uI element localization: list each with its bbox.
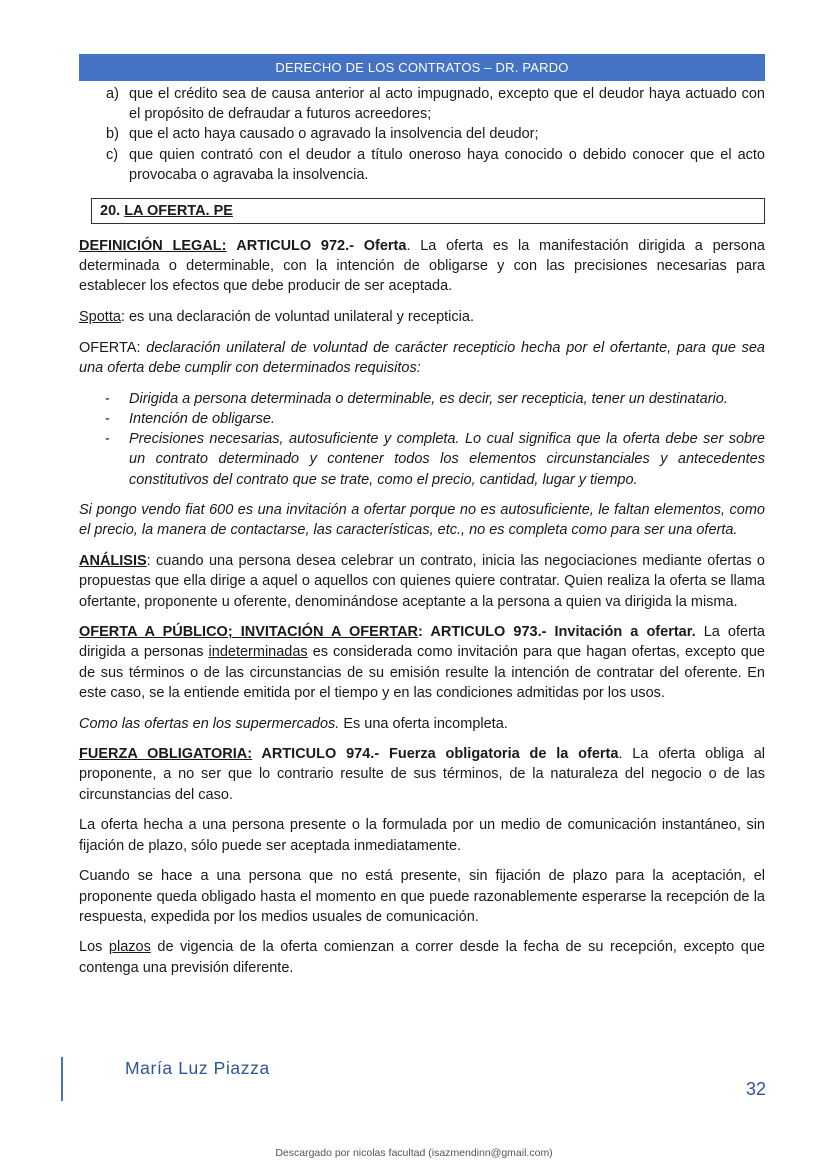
plazos-paragraph: Los plazos de vigencia de la oferta comienzan a correr desde la fecha de su recepción, excepto que contenga una previsión diferente. (79, 939, 765, 976)
document-body (79, 84, 765, 988)
footer-divider (61, 1057, 63, 1101)
ausente-paragraph: Cuando se hace a una persona que no está presente, sin fijación de plazo para la aceptación, el proponente queda obligado hasta el momento en que puede razonablemente esperarse la recepción de la respuesta, expedida por los medios usuales de comunicación. (79, 868, 765, 925)
page-number: 32 (745, 1079, 766, 1099)
list-item: a) que el crédito sea de causa anterior al acto impugnado, excepto que el deudor haya actuado con el propósito de defraudar a futuros acreedores; (106, 86, 765, 123)
list-item: b) que el acto haya causado o agravado la insolvencia del deudor; (106, 126, 539, 143)
section-number: 20. (100, 203, 121, 220)
analisis-paragraph: ANÁLISIS: cuando una persona desea celebrar un contrato, inicia las negociaciones mediante ofertas o propuestas que ella dirige a aquel o aquellos con quienes quiere contratar. Quien realiza la oferta se llama ofertante, proponente u oferente, denominándose aceptante a la persona a quien va dirigida la misma. (79, 553, 765, 610)
fiat-example-paragraph: Si pongo vendo fiat 600 es una invitación a ofertar porque no es autosuficiente, le faltan elementos, como el precio, la manera de contactarse, las características, etc., no es completa como para ser una oferta. (79, 502, 765, 539)
footer-author: María Luz Piazza (125, 1058, 270, 1078)
oferta-publico-paragraph: OFERTA A PÚBLICO; INVITACIÓN A OFERTAR: ARTICULO 973.- Invitación a ofertar. La oferta dirigida a personas indeterminadas es considerada como invitación para que hagan ofertas, excepto que de sus términos o de las circunstancias de su emisión resulte la intención de contratar del oferente. En este caso, se la entiende emitida por el tiempo y en las condiciones admitidas por los usos. (79, 624, 765, 701)
fuerza-paragraph: FUERZA OBLIGATORIA: ARTICULO 974.- Fuerza obligatoria de la oferta. La oferta obliga al proponente, a no ser que lo contrario resulte de sus términos, de la naturaleza del negocio o de las circunstancias del caso. (79, 746, 765, 803)
section-title: LA OFERTA. PE (124, 203, 233, 220)
oferta-requisitos-list (79, 389, 765, 490)
page-header: DERECHO DE LOS CONTRATOS – DR. PARDO (79, 54, 765, 81)
download-notice: Descargado por nicolas facultad (isazmendinn@gmail.com) (275, 1147, 553, 1159)
oferta-paragraph: OFERTA: declaración unilateral de voluntad de carácter recepticio hecha por el ofertante, para que sea una oferta debe cumplir con determinados requisitos: (79, 339, 765, 377)
list-item: - Precisiones necesarias, autosuficiente y completa. Lo cual significa que la oferta debe ser sobre un contrato determinado y contener todos los elementos circunstanciales y antecedentes constitutivos del contrato que se trate, como el precio, cantidad, lugar y tiempo. (105, 431, 765, 488)
presente-paragraph: La oferta hecha a una persona presente o la formulada por un medio de comunicación instantáneo, sin fijación de plazo, sólo puede ser aceptada inmediatamente. (79, 817, 765, 854)
list-item: - Dirigida a persona determinada o determinable, es decir, ser recepticia, tener un destinatario. (105, 390, 728, 407)
section-heading (91, 198, 765, 224)
definicion-paragraph: DEFINICIÓN LEGAL: ARTICULO 972.- Oferta. La oferta es la manifestación dirigida a persona determinada o determinable, con la intención de obligarse y con las precisiones necesarias para establecer los efectos que debe producir de ser aceptada. (79, 238, 765, 295)
list-item: c) que quien contrató con el deudor a título oneroso haya conocido o debido conocer que el acto provocaba o agravaba la insolvencia. (106, 146, 765, 183)
supermercados-paragraph: Como las ofertas en los supermercados. Es una oferta incompleta. (79, 715, 508, 732)
requirements-list (79, 84, 765, 185)
spotta-paragraph: Spotta: es una declaración de voluntad unilateral y recepticia. (79, 309, 474, 326)
list-item: - Intención de obligarse. (105, 410, 275, 427)
